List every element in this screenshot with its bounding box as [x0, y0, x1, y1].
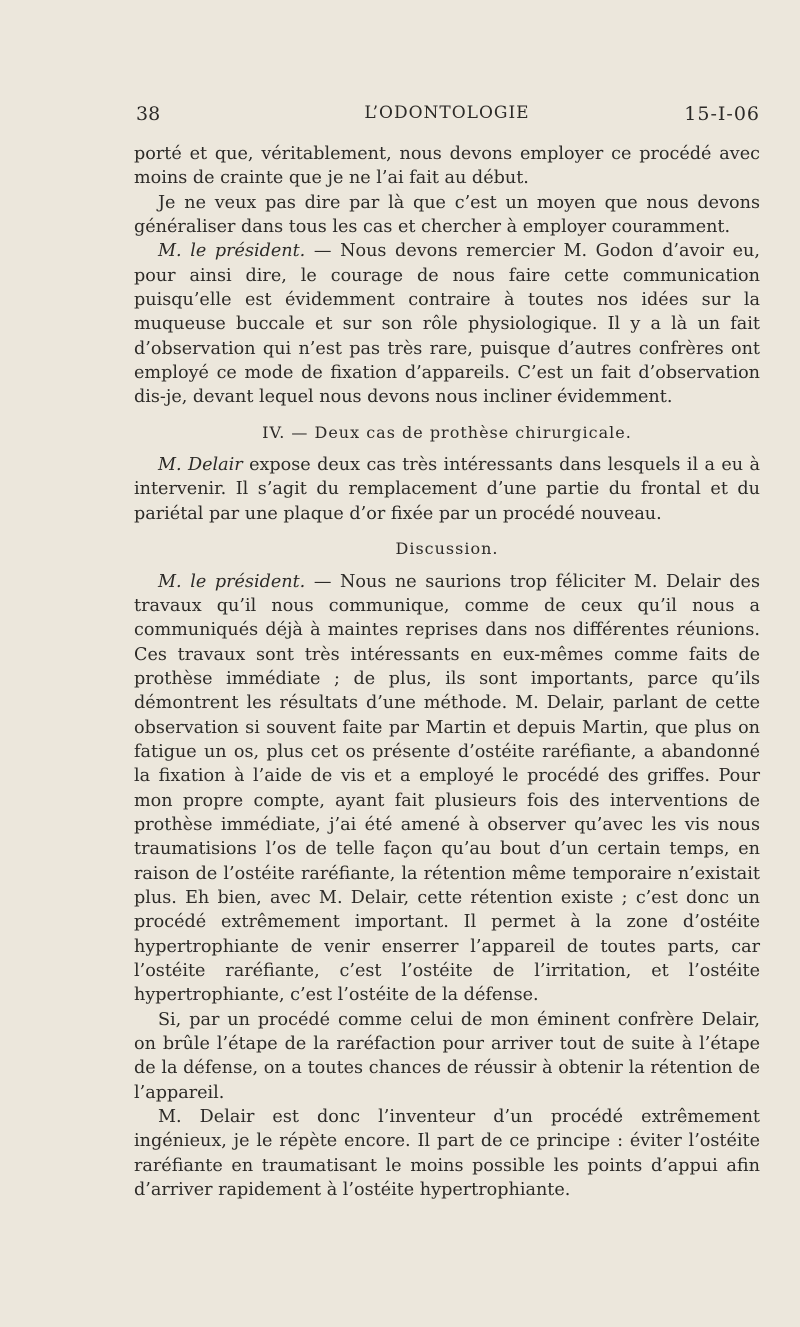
paragraph-continuation: porté et que, véritablement, nous devons employer ce procédé avec moins de crainte que je ne l’ai fait au début.: [134, 144, 760, 189]
discussion-heading: Discussion.: [395, 539, 499, 559]
paragraph: Si, par un procédé comme celui de mon éminent confrère Delair, on brûle l’étape de la raréfaction pour arriver tout de suite à l’étape de la défense, on a toutes chances de réussir à obtenir la rétention de l’appareil.: [134, 1009, 760, 1103]
journal-title: L’ODONTOLOGIE: [364, 103, 530, 123]
speaker-label: M. le président.: [158, 571, 306, 592]
issue-date: 15-I-06: [684, 103, 760, 125]
paragraph: M. Delair est donc l’inventeur d’un procédé extrêmement ingénieux, je le répète encore. Il part de ce principe : éviter l’ostéite raréfiante en traumatisant le moins possible les points d’appui afin d’arriver rapidement à l’ostéite hypertrophiante.: [134, 1107, 760, 1201]
speech-text: — Nous devons remercier M. Godon d’avoir eu, pour ainsi dire, le courage de nous faire cette communication puisqu’elle est évidemment contraire à toutes nos idées sur la muqueuse buccale et sur son rôle physiologique. Il y a là un fait d’observation qui n’est pas très rare, puisque d’autres confrères ont employé ce mode de fixation d’appareils. C’est un fait d’observation dis-je, devant lequel nous devons nous incliner évidemment.: [134, 241, 760, 408]
speaker-label: M. Delair: [158, 455, 243, 476]
speech-text: expose deux cas très intéressants dans lesquels il a eu à intervenir. Il s’agit du remplacement d’une partie du frontal et du pariétal par une plaque d’or fixée par un procédé nouveau.: [134, 455, 760, 524]
speaker-label: M. le président.: [158, 241, 306, 262]
paragraph: Je ne veux pas dire par là que c’est un moyen que nous devons généraliser dans tous les cas et chercher à employer couramment.: [134, 192, 760, 238]
paragraph-delair: [134, 453, 760, 526]
section-heading: IV. — Deux cas de prothèse chirurgicale.: [262, 422, 632, 442]
article-body: [134, 142, 760, 1202]
speech-text: — Nous ne saurions trop féliciter M. Delair des travaux qu’il nous communique, comme de ceux qu’il nous a communiqués déjà à maintes reprises dans nos différentes réunions. Ces travaux sont très intéressants en eux-mêmes comme faits de prothèse immédiate ; de plus, ils sont importants, parce qu’ils démontrent les résultats d’une méthode. M. Delair, parlant de cette observation si souvent faite par Martin et depuis Martin, que plus on fatigue un os, plus cet os présente d’ostéite raréfiante, a abandonné la fixation à l’aide de vis et a employé le procédé des griffes. Pour mon propre compte, ayant fait plusieurs fois des interventions de prothèse immédiate, j’ai été amené à observer qu’avec les vis nous traumatisions l’os de telle façon qu’au bout d’un certain temps, en raison de l’ostéite raréfiante, la rétention même temporaire n’existait plus. Eh bien, avec M. Delair, cette rétention existe ; c’est donc un procédé extrêmement important. Il permet à la zone d’ostéite hypertrophiante de venir enserrer l’appareil de toutes parts, car l’ostéite raréfiante, c’est l’ostéite de l’irritation, et l’ostéite hypertrophiante, c’est l’ostéite de la défense.: [134, 571, 760, 1006]
page-number: 38: [136, 103, 161, 125]
running-header: [134, 103, 760, 133]
paragraph-president-2: [134, 570, 760, 1008]
paragraph-president-1: [134, 239, 760, 409]
